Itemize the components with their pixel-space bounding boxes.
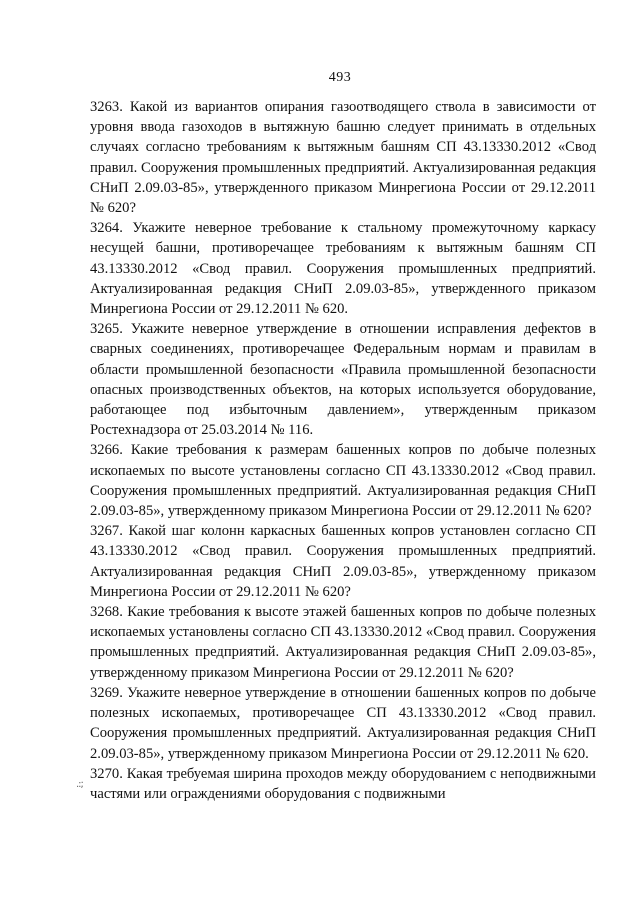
question-text: Укажите неверное утверждение в отношении башенных копров по добыче полезных ископаемых, противоречащее СП 43.13330.2012 «Свод правил. Сооружения промышленных предприятий. Актуализированная редакция СНиП 2.09.03-85», утвержденному приказом Минрегиона России от 29.12.2011 № 620. (90, 684, 597, 762)
question-3266 (90, 440, 596, 521)
question-3267 (90, 521, 596, 602)
question-number: 3270. (90, 765, 123, 782)
question-text: Какие требования к размерам башенных копров по добыче полезных ископаемых по высоте установлены согласно СП 43.13330.2012 «Свод правил. Сооружения промышленных предприятий. Актуализированная редакция СНиП 2.09.03-85», утвержденному приказом Минрегиона России от 29.12.2011 № 620? (90, 442, 596, 520)
question-3270 (90, 764, 596, 804)
question-number: 3265. (90, 321, 123, 338)
questions-list (90, 97, 596, 804)
question-text: Какой из вариантов опирания газоотводящего ствола в зависимости от уровня ввода газоходов в вытяжную башню следует принимать в отдельных случаях согласно требованиям к вытяжным башням СП 43.13330.2012 «Свод правил. Сооружения промышленных предприятий. Актуализированная редакция СНиП 2.09.03-85», утвержденного приказом Минрегиона России от 29.12.2011 № 620? (90, 99, 596, 217)
margin-mark: .:; (76, 779, 83, 790)
question-text: Какая требуемая ширина проходов между оборудованием с неподвижными частями или ограждениями оборудования с подвижными (90, 765, 596, 802)
question-3269 (90, 683, 596, 764)
question-number: 3269. (90, 684, 123, 701)
question-3268 (90, 602, 596, 683)
question-text: Укажите неверное требование к стальному промежуточному каркасу несущей башни, противоречащее требованиям к вытяжным башням СП 43.13330.2012 «Свод правил. Сооружения промышленных предприятий. Актуализированная редакция СНиП 2.09.03-85», утвержденного приказом Минрегиона России от 29.12.2011 № 620. (90, 220, 596, 318)
question-number: 3263. (90, 99, 123, 115)
question-text: Укажите неверное утверждение в отношении исправления дефектов в сварных соединениях, противоречащее Федеральным нормам и правилам в области промышленной безопасности «Правила промышленной безопасности опасных производственных объектов, на которых используется оборудование, работающее под избыточным давлением», утвержденным приказом Ростехнадзора от 25.03.2014 № 116. (90, 321, 596, 439)
question-3264 (90, 218, 596, 319)
question-number: 3267. (90, 523, 123, 540)
question-number: 3266. (90, 442, 123, 459)
question-number: 3268. (90, 604, 123, 621)
question-3263 (90, 97, 596, 218)
question-text: Какие требования к высоте этажей башенных копров по добыче полезных ископаемых установлены согласно СП 43.13330.2012 «Свод правил. Сооружения промышленных предприятий. Актуализированная редакция СНиП 2.09.03-85», утвержденному приказом Минрегиона России от 29.12.2011 № 620? (90, 604, 596, 681)
question-3265 (90, 319, 596, 440)
question-number: 3264. (90, 220, 123, 237)
page-number: 493 (328, 70, 352, 85)
question-text: Какой шаг колонн каркасных башенных копров установлен согласно СП 43.13330.2012 «Свод правил. Сооружения промышленных предприятий. Актуализированная редакция СНиП 2.09.03-85», утвержденному приказом Минрегиона России от 29.12.2011 № 620? (90, 523, 596, 600)
